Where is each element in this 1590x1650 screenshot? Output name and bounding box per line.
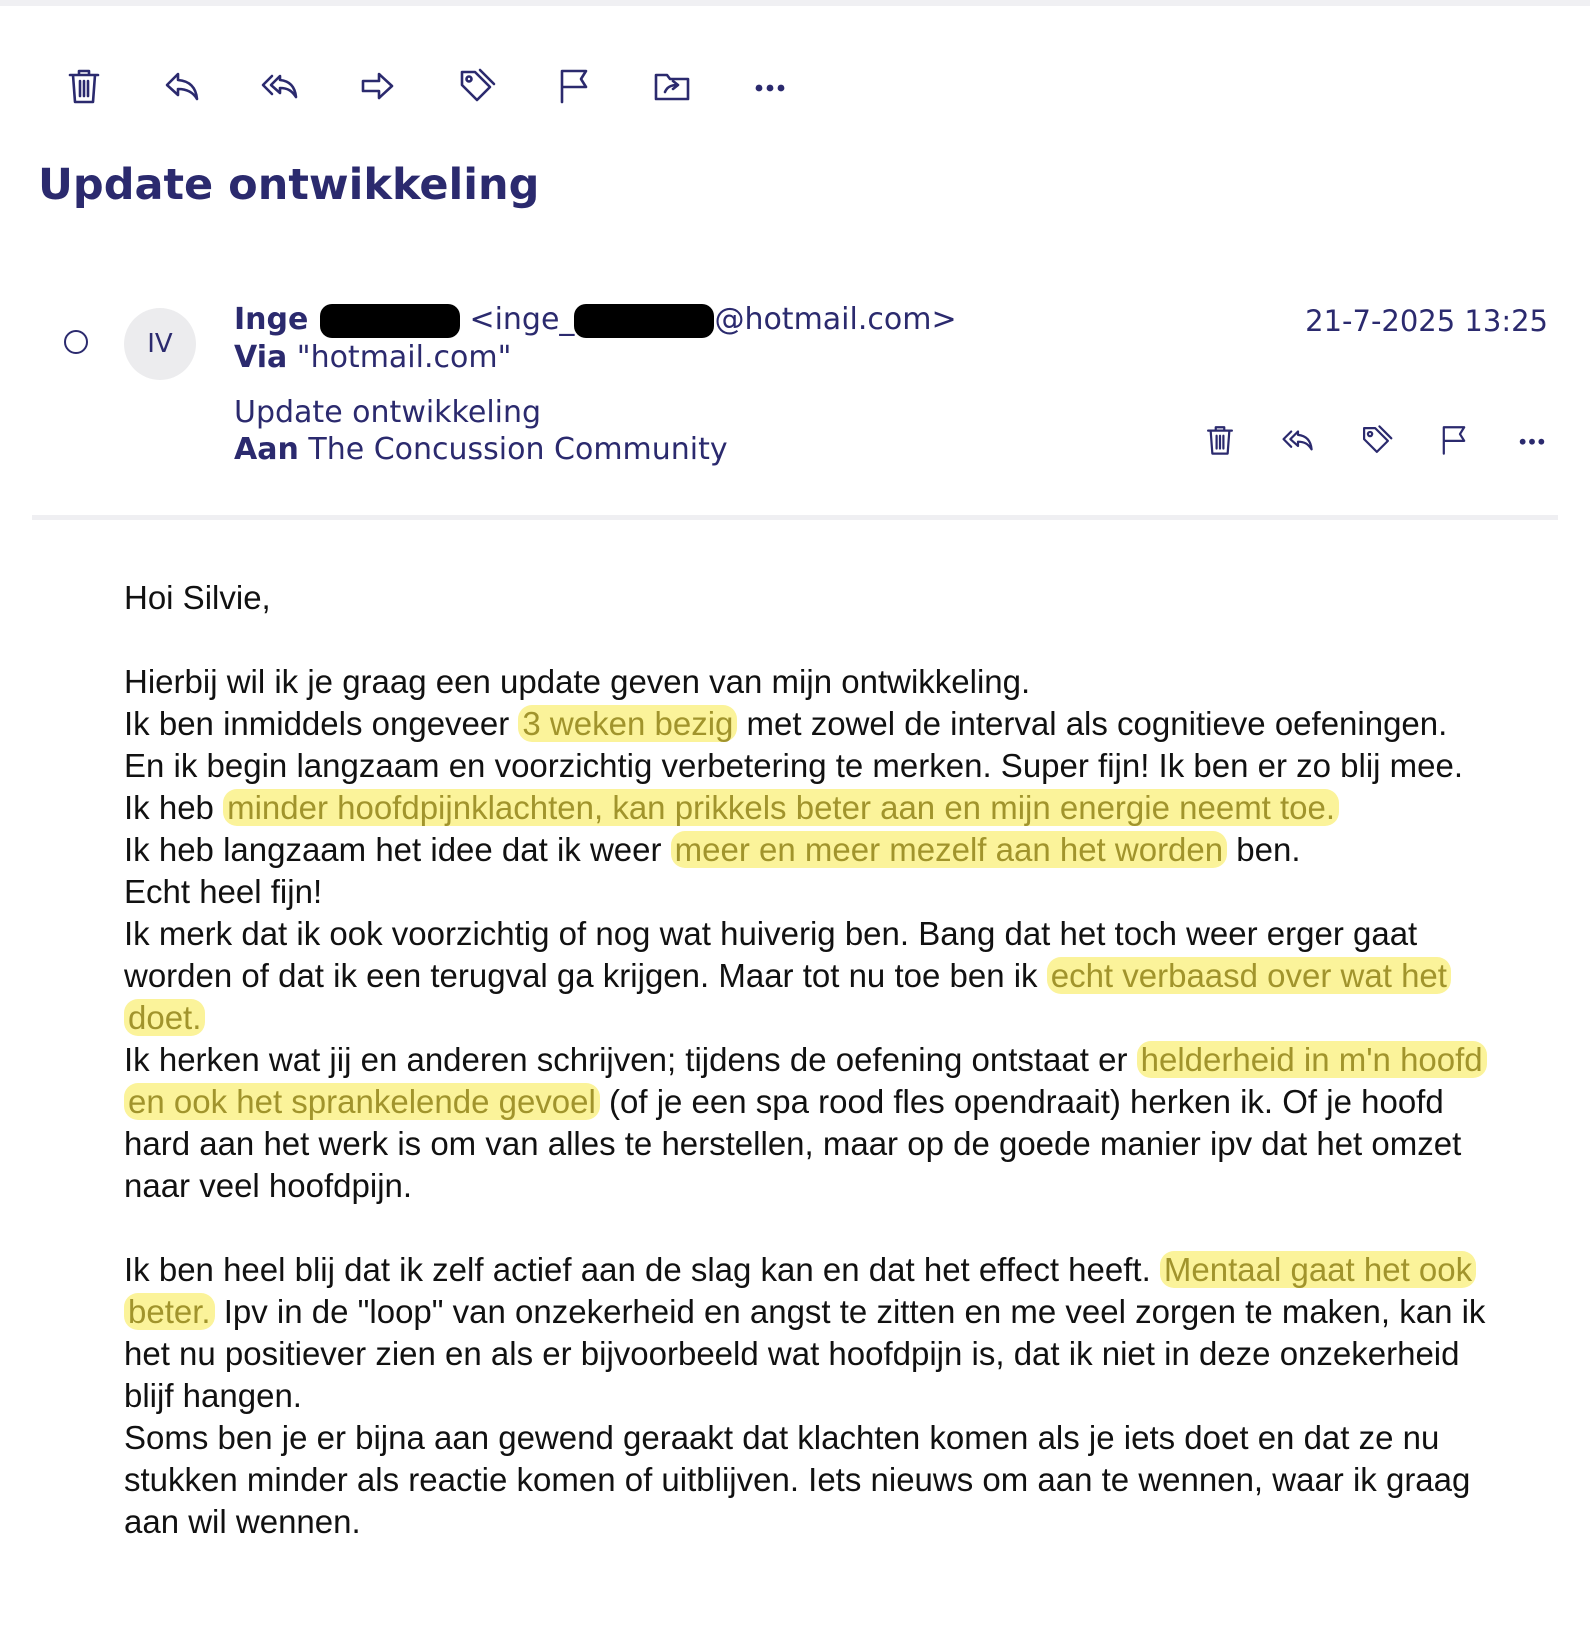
body-text: Ik ben heel blij dat ik zelf actief aan de slag kan en dat het effect heeft. [124, 1251, 1160, 1288]
sender-email-suffix: @hotmail.com> [714, 302, 957, 337]
body-text: En ik begin langzaam en voorzichtig verbetering te merken. Super fijn! Ik ben er zo blij mee. [124, 747, 1464, 784]
reply-icon [162, 66, 202, 106]
redacted-email [574, 304, 714, 338]
sender-line [234, 302, 957, 338]
sender-email-prefix: <inge_ [469, 302, 575, 337]
forward-icon [358, 66, 398, 106]
body-text: Ipv in de "loop" van onzekerheid en angst te zitten en me veel zorgen te maken, kan ik het nu positiever zien en als er bijvoorbeeld wat hoofdpijn is, dat ik niet in deze onzekerheid blijf hangen. [124, 1293, 1486, 1414]
tag-button[interactable] [452, 62, 500, 110]
message-flag-button[interactable] [1434, 420, 1474, 460]
message-more-button[interactable] [1512, 420, 1552, 460]
message-reply-all-button[interactable] [1278, 420, 1318, 460]
sender-name: Inge [234, 302, 309, 337]
flag-icon [554, 66, 594, 106]
via-label: Via [234, 340, 288, 375]
forward-button[interactable] [354, 62, 402, 110]
reply-all-icon [260, 66, 300, 106]
body-paragraph-1 [124, 661, 1504, 1207]
body-text: Hierbij wil ik je graag een update geven van mijn ontwikkeling. [124, 663, 1031, 700]
more-icon [750, 66, 790, 106]
delete-button[interactable] [60, 62, 108, 110]
reply-button[interactable] [158, 62, 206, 110]
top-border [0, 0, 1590, 6]
via-value: "hotmail.com" [296, 340, 512, 375]
more-icon [1515, 423, 1549, 457]
select-radio[interactable] [64, 330, 88, 354]
reply-all-button[interactable] [256, 62, 304, 110]
body-text: Ik herken wat jij en anderen schrijven; tijdens de oefening ontstaat er [124, 1041, 1137, 1078]
highlight: echt verbaasd over wat het doet. [124, 957, 1451, 1036]
flag-icon [1437, 423, 1471, 457]
body-text: (of je een spa rood fles opendraait) herken ik. Of je hoofd hard aan het werk is om van alles te herstellen, maar op de goede manier ipv dat het omzet naar veel hoofdpijn. [124, 1083, 1462, 1204]
highlight: 3 weken bezig [518, 705, 737, 742]
body-text: Ik heb [124, 789, 224, 826]
reply-all-icon [1281, 423, 1315, 457]
body-text: Soms ben je er bijna aan gewend geraakt dat klachten komen als je iets doet en dat ze nu stukken minder als reactie komen of uitblijven. Iets nieuws om aan te wennen, waar ik graag aan wil wennen. [124, 1419, 1471, 1540]
highlight: helderheid in m'n hoofd en ook het sprankelende gevoel [124, 1041, 1487, 1120]
highlight: Mentaal gaat het ook beter. [124, 1251, 1476, 1330]
header-divider [32, 515, 1558, 520]
email-body [124, 577, 1504, 1543]
tag-icon [456, 66, 496, 106]
email-subject-title: Update ontwikkeling [38, 160, 540, 210]
highlight: minder hoofdpijnklachten, kan prikkels beter aan en mijn energie neemt toe. [223, 789, 1339, 826]
highlight: meer en meer mezelf aan het worden [671, 831, 1227, 868]
message-delete-button[interactable] [1200, 420, 1240, 460]
body-text: Ik heb langzaam het idee dat ik weer [124, 831, 671, 868]
to-label: Aan [234, 432, 299, 467]
move-to-folder-icon [652, 66, 692, 106]
greeting: Hoi Silvie, [124, 579, 271, 616]
tag-icon [1359, 423, 1393, 457]
to-value: The Concussion Community [308, 432, 728, 467]
body-paragraph-2 [124, 1249, 1504, 1543]
trash-icon [64, 66, 104, 106]
body-text: ben. [1227, 831, 1301, 868]
main-toolbar [60, 62, 844, 110]
via-line [234, 340, 511, 375]
flag-button[interactable] [550, 62, 598, 110]
sender-avatar: IV [124, 308, 196, 380]
recipient-line [234, 432, 728, 467]
more-button[interactable] [746, 62, 794, 110]
redacted-surname [320, 304, 460, 338]
body-text: Ik ben inmiddels ongeveer [124, 705, 519, 742]
message-tag-button[interactable] [1356, 420, 1396, 460]
body-text: Echt heel fijn! [124, 873, 323, 910]
subject-line: Update ontwikkeling [234, 395, 542, 430]
message-actions [1200, 420, 1590, 460]
move-button[interactable] [648, 62, 696, 110]
body-text: Ik merk dat ik ook voorzichtig of nog wat huiverig ben. Bang dat het toch weer erger gaat worden of dat ik een terugval ga krijgen. Maar tot nu toe ben ik [124, 915, 1418, 994]
body-text: met zowel de interval als cognitieve oefeningen. [737, 705, 1448, 742]
email-date: 21-7-2025 13:25 [1305, 304, 1548, 338]
trash-icon [1203, 423, 1237, 457]
